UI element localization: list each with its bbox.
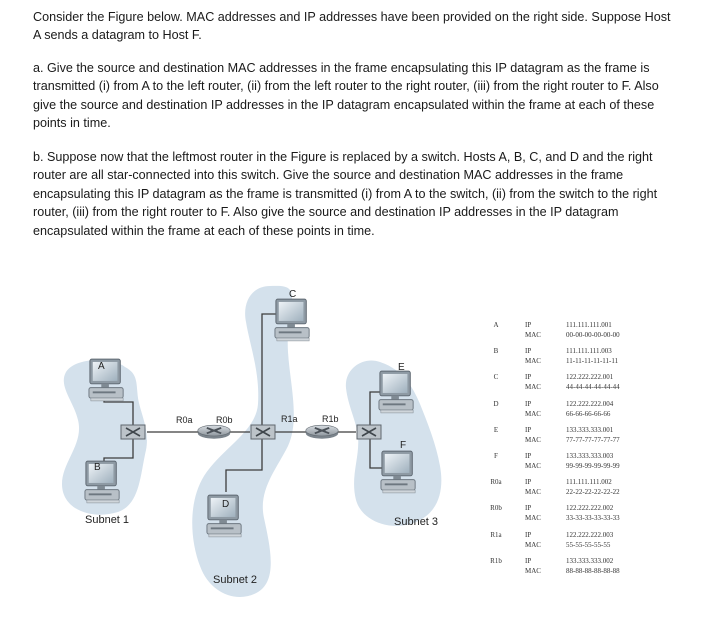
table-ip-value: 111.111.111.003 [566, 347, 612, 355]
table-ip-value: 122.222.222.002 [566, 504, 614, 512]
subnet-1-label: Subnet 1 [85, 514, 130, 526]
table-node-name: E [493, 426, 499, 434]
table-mac-label: MAC [525, 330, 541, 339]
table-mac-value: 77-77-77-77-77-77 [566, 435, 620, 444]
table-ip-label: IP [525, 426, 532, 434]
table-mac-label: MAC [525, 435, 541, 444]
subnet-3-label: Subnet 3 [394, 516, 439, 528]
switch-subnet-1-icon [121, 425, 145, 439]
interface-r0b-label: R0b [216, 415, 233, 425]
table-mac-label: MAC [525, 382, 541, 391]
table-mac-value: 11-11-11-11-11-11 [566, 356, 619, 365]
table-mac-value: 00-00-00-00-00-00 [566, 330, 620, 339]
table-mac-value: 88-88-88-88-88-88 [566, 566, 620, 575]
table-ip-label: IP [525, 347, 532, 355]
interface-r1a-label: R1a [281, 414, 298, 424]
switch-subnet-3-icon [357, 425, 381, 439]
host-f-icon [381, 451, 415, 493]
table-node-name: D [493, 400, 499, 408]
table-ip-label: IP [525, 531, 532, 539]
table-mac-value: 33-33-33-33-33-33 [566, 513, 620, 522]
table-mac-label: MAC [525, 356, 541, 365]
table-node-name: R1b [490, 557, 502, 565]
table-mac-value: 66-66-66-66-66 [566, 409, 611, 418]
table-ip-value: 111.111.111.001 [566, 321, 612, 329]
host-b-icon [85, 461, 119, 503]
table-node-name: C [493, 373, 499, 381]
right-router-icon [306, 425, 338, 439]
table-ip-value: 111.111.111.002 [566, 478, 612, 486]
table-mac-label: MAC [525, 566, 541, 575]
host-a-label: A [98, 361, 105, 372]
table-ip-label: IP [525, 557, 532, 565]
question-intro: Consider the Figure below. MAC addresses and IP addresses have been provided on the right side. Suppose Host A sends a datagram to Host F. [33, 10, 671, 43]
table-node-name: R1a [490, 531, 502, 539]
interface-r0a-label: R0a [176, 415, 193, 425]
table-mac-label: MAC [525, 461, 541, 470]
left-router-icon [198, 425, 230, 439]
switch-subnet-2-icon [251, 425, 275, 439]
table-mac-label: MAC [525, 540, 541, 549]
table-ip-label: IP [525, 321, 532, 329]
question-part-b: b. Suppose now that the leftmost router in the Figure is replaced by a switch. Hosts A, B, C, and D and the right router are all star-connected into this switch. Give the source and destination MAC addresses in the frame encapsulating this IP datagram as the frame is transmitted (i) from A to the switch, (ii) from the switch to the right router, (iii) from the right router to F. Also give the source and destination IP addresses in the IP datagram encapsulated within the frame at each of these points in time. [33, 150, 658, 238]
table-ip-value: 122.222.222.001 [566, 373, 614, 381]
table-mac-value: 22-22-22-22-22-22 [566, 487, 620, 496]
table-ip-value: 133.333.333.001 [566, 426, 614, 434]
host-d-label: D [222, 499, 230, 510]
host-e-icon [379, 371, 413, 413]
table-ip-label: IP [525, 373, 532, 381]
host-c-label: C [289, 289, 297, 300]
table-mac-label: MAC [525, 487, 541, 496]
table-ip-value: 133.333.333.002 [566, 557, 614, 565]
host-f-label: F [400, 440, 407, 451]
host-b-label: B [94, 462, 101, 473]
table-mac-label: MAC [525, 409, 541, 418]
subnet-2-label: Subnet 2 [213, 574, 258, 586]
table-node-name: B [493, 347, 499, 355]
table-ip-label: IP [525, 452, 532, 460]
host-e-label: E [398, 362, 405, 373]
table-node-name: R0a [490, 478, 502, 486]
table-ip-value: 122.222.222.004 [566, 400, 614, 408]
table-mac-value: 44-44-44-44-44-44 [566, 382, 620, 391]
table-ip-value: 122.222.222.003 [566, 531, 614, 539]
table-mac-value: 55-55-55-55-55 [566, 540, 611, 549]
host-c-icon [275, 299, 309, 341]
table-ip-value: 133.333.333.003 [566, 452, 614, 460]
table-mac-value: 99-99-99-99-99-99 [566, 461, 620, 470]
table-node-name: F [494, 452, 498, 460]
interface-r1b-label: R1b [322, 414, 339, 424]
table-ip-label: IP [525, 400, 532, 408]
table-node-name: A [493, 321, 499, 329]
host-a-icon [89, 359, 123, 401]
table-node-name: R0b [490, 504, 502, 512]
table-ip-label: IP [525, 504, 532, 512]
question-part-a: a. Give the source and destination MAC addresses in the frame encapsulating this IP datagram as the frame is transmitted (i) from A to the left router, (ii) from the left router to the right router, (iii) from the right router to F. Also give the source and destination IP addresses in the IP datagram encapsulated within the frame at each of these points in time. [33, 61, 659, 131]
table-mac-label: MAC [525, 513, 541, 522]
table-ip-label: IP [525, 478, 532, 486]
